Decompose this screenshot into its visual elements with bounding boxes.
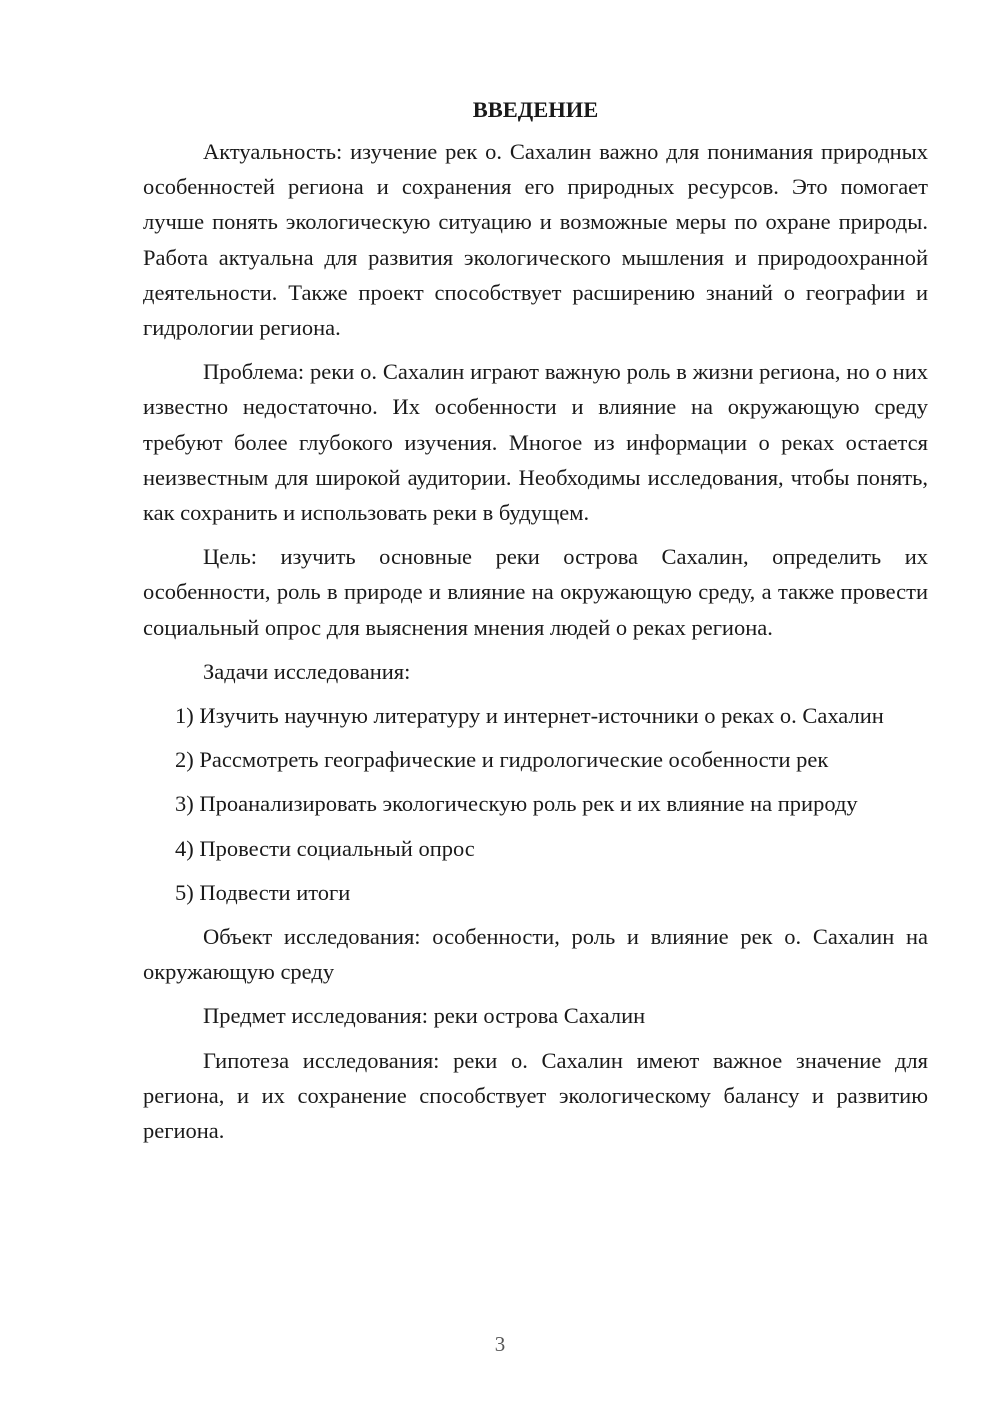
goal-paragraph: Цель: изучить основные реки острова Сахалин, определить их особенности, роль в природе и влияние на окружающую среду, а также провести социальный опрос для выяснения мнения людей о реках региона. xyxy=(143,544,928,640)
section-title: ВВЕДЕНИЕ xyxy=(472,97,599,122)
page-number: 3 xyxy=(494,1332,506,1356)
problem-paragraph: Проблема: реки о. Сахалин играют важную роль в жизни региона, но о них известно недостаточно. Их особенности и влияние на окружающую среду требуют более глубокого изучения. Многое из информации о реках остается неизвестным для широкой аудитории. Необходимы исследования, чтобы понять, как сохранить и использовать реки в будущем. xyxy=(143,359,928,526)
subject-paragraph: Предмет исследования: реки острова Сахалин xyxy=(203,1003,646,1029)
task-item: 3) Проанализировать экологическую роль рек и их влияние на природу xyxy=(175,791,858,817)
object-paragraph: Объект исследования: особенности, роль и влияние рек о. Сахалин на окружающую среду xyxy=(143,924,928,985)
hypothesis-paragraph: Гипотеза исследования: реки о. Сахалин имеют важное значение для региона, и их сохранение способствует экологическому балансу и развитию региона. xyxy=(143,1047,928,1144)
task-item: 5) Подвести итоги xyxy=(175,879,351,905)
document-body xyxy=(143,92,928,1157)
relevance-paragraph: Актуальность: изучение рек о. Сахалин важно для понимания природных особенностей региона и сохранения его природных ресурсов. Это помогает лучше понять экологическую ситуацию и возможные меры по охране природы. Работа актуальна для развития экологического мышления и природоохранной деятельности. Также проект способствует расширению знаний о географии и гидрологии региона. xyxy=(143,139,928,341)
task-item: 2) Рассмотреть географические и гидрологические особенности рек xyxy=(175,747,829,773)
tasks-heading: Задачи исследования: xyxy=(203,658,411,684)
task-item: 1) Изучить научную литературу и интернет-источники о реках о. Сахалин xyxy=(175,703,884,729)
task-item: 4) Провести социальный опрос xyxy=(175,835,475,861)
